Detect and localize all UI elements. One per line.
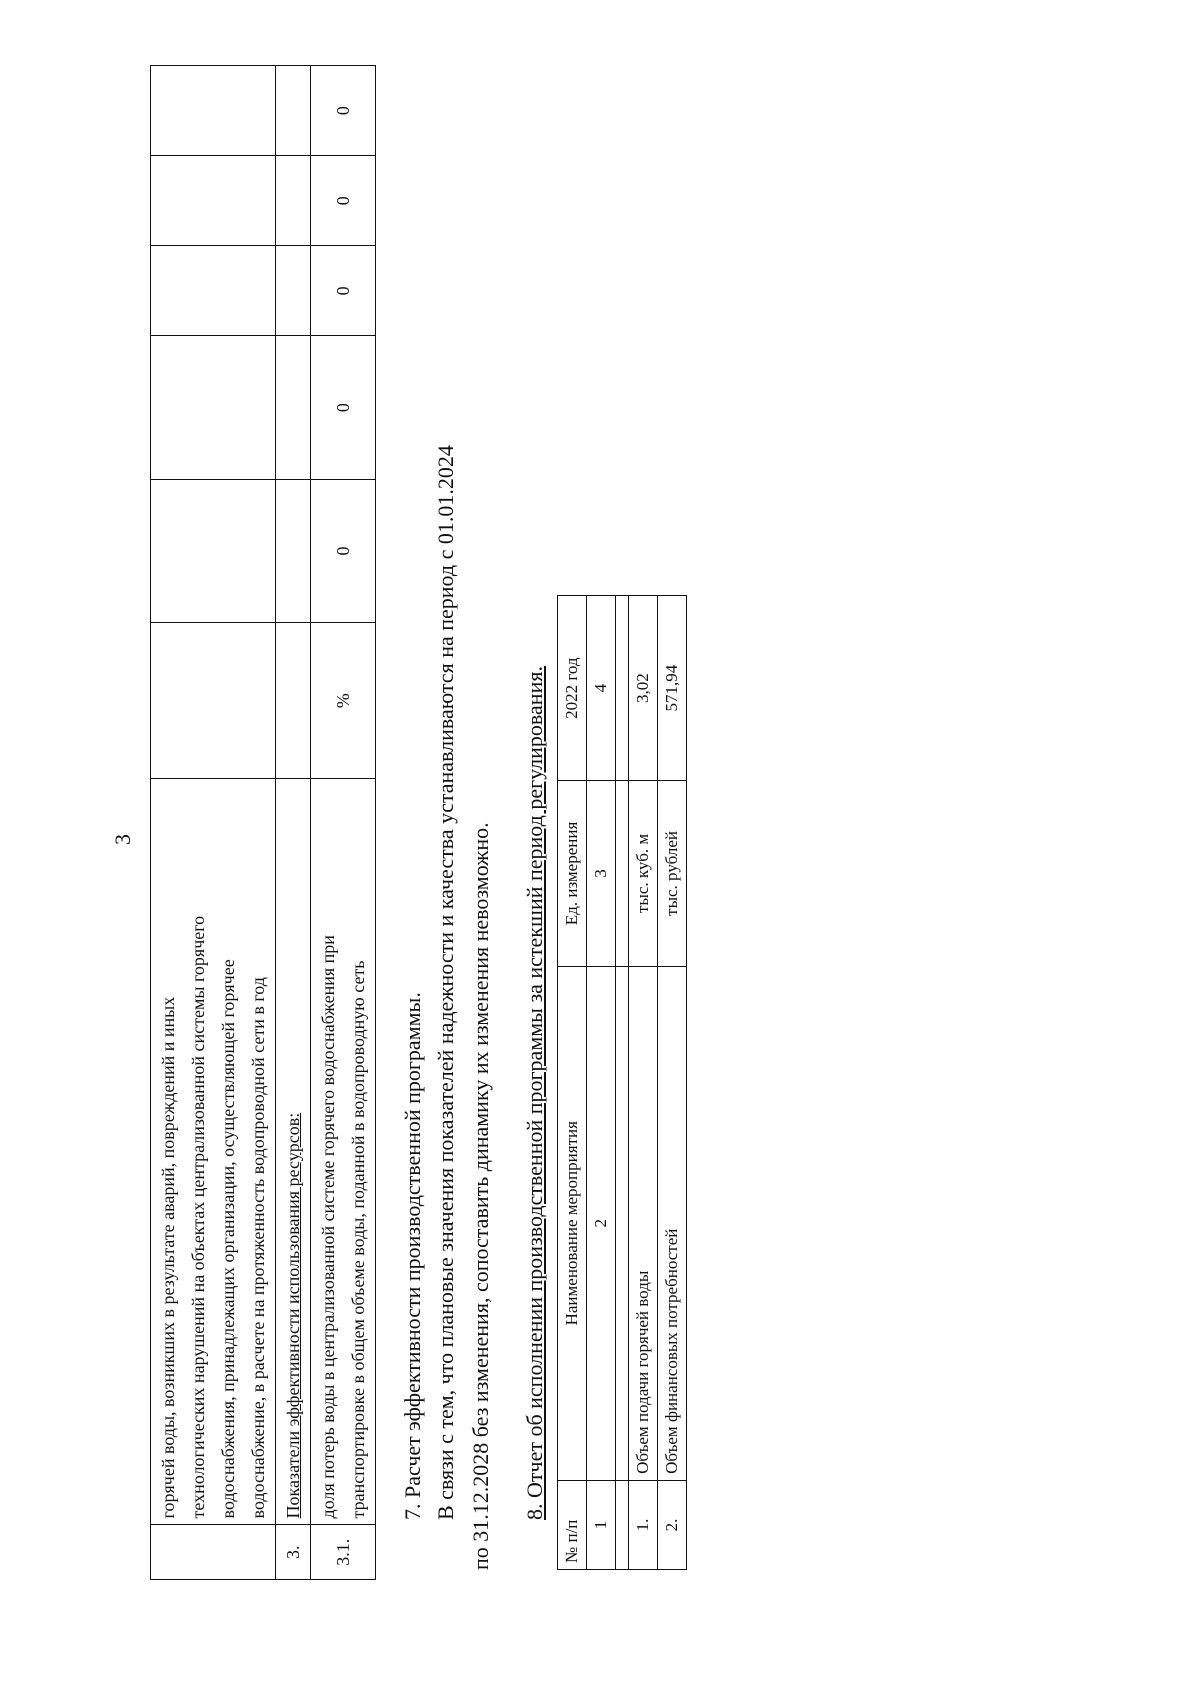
value-cell: 571,94 bbox=[658, 596, 687, 781]
value-cell bbox=[151, 479, 276, 622]
table-row bbox=[151, 66, 276, 1580]
row-number-cell: 3.1. bbox=[311, 1525, 376, 1580]
indicator-name-cell bbox=[151, 779, 276, 1525]
indicator-name-cell bbox=[311, 779, 376, 1525]
empty-cell bbox=[276, 479, 311, 622]
value-cell: 0 bbox=[311, 66, 376, 156]
section-8-heading-text: 8. Отчет об исполнении производственной программы за истекший период регулирования. bbox=[522, 666, 547, 1520]
empty-cell bbox=[616, 781, 629, 966]
table-row bbox=[629, 596, 658, 1570]
value-cell bbox=[151, 336, 276, 479]
program-report-table bbox=[557, 595, 687, 1570]
empty-cell bbox=[616, 596, 629, 781]
value-cell bbox=[151, 246, 276, 336]
indicator-text-line: водоснабжения, принадлежащих организации, осуществляющей горячее bbox=[218, 959, 238, 1519]
empty-cell bbox=[616, 1480, 629, 1569]
value-cell: 0 bbox=[311, 156, 376, 246]
table-row bbox=[276, 66, 311, 1580]
indicator-text-line: водоснабжение, в расчете на протяженность водопроводной сети в год bbox=[248, 977, 268, 1519]
column-number-cell: 1 bbox=[587, 1480, 616, 1569]
indicator-text-line: технологических нарушений на объектах централизованной системы горячего bbox=[188, 915, 208, 1519]
section-7-paragraph-line: по 31.12.2028 без изменения, сопоставить динамику их изменения невозможно. bbox=[468, 822, 493, 1570]
value-cell: 3,02 bbox=[629, 596, 658, 781]
column-number-cell: 4 bbox=[587, 596, 616, 781]
indicator-text-line: горячей воды, возникших в результате аварий, повреждений и иных bbox=[158, 996, 178, 1519]
column-number-cell: 3 bbox=[587, 781, 616, 966]
section-label-cell bbox=[276, 779, 311, 1525]
empty-cell bbox=[276, 623, 311, 779]
table-row bbox=[311, 66, 376, 1580]
activity-name-cell: Объем подачи горячей воды bbox=[629, 966, 658, 1480]
row-number-cell bbox=[151, 1525, 276, 1580]
page-number: 3 bbox=[110, 834, 135, 845]
section-8-heading bbox=[522, 666, 548, 1520]
unit-cell: тыс. рублей bbox=[658, 781, 687, 966]
value-cell bbox=[151, 156, 276, 246]
section-7-heading: 7. Расчет эффективности производственной программы. bbox=[400, 992, 425, 1520]
value-cell: 0 bbox=[311, 246, 376, 336]
table-header-row bbox=[558, 596, 587, 1570]
column-number-row bbox=[587, 596, 616, 1570]
row-number-cell: 3. bbox=[276, 1525, 311, 1580]
unit-cell: тыс. куб. м bbox=[629, 781, 658, 966]
table-row bbox=[616, 596, 629, 1570]
empty-cell bbox=[276, 66, 311, 156]
value-cell: 0 bbox=[311, 336, 376, 479]
indicators-table bbox=[150, 65, 376, 1580]
unit-cell: % bbox=[311, 623, 376, 779]
value-cell: 0 bbox=[311, 479, 376, 622]
column-number-cell: 2 bbox=[587, 966, 616, 1480]
header-cell: 2022 год bbox=[558, 596, 587, 781]
empty-cell bbox=[276, 156, 311, 246]
section-label: Показатели эффективности использования ресурсов: bbox=[283, 1112, 303, 1519]
empty-cell bbox=[276, 246, 311, 336]
indicator-text-line: доля потерь воды в централизованной системе горячего водоснабжения при bbox=[318, 935, 338, 1519]
row-number-cell: 2. bbox=[658, 1480, 687, 1569]
value-cell bbox=[151, 66, 276, 156]
header-cell: № п/п bbox=[558, 1480, 587, 1569]
section-7-paragraph-line: В связи с тем, что плановые значения показателей надежности и качества устанавливаются на период с 01.01.2024 bbox=[433, 445, 458, 1520]
row-number-cell: 1. bbox=[629, 1480, 658, 1569]
header-cell: Наименование мероприятия bbox=[558, 966, 587, 1480]
unit-cell bbox=[151, 623, 276, 779]
indicator-text-line: транспортировке в общем объеме воды, поданной в водопроводную сеть bbox=[348, 960, 368, 1519]
activity-name-cell: Объем финансовых потребностей bbox=[658, 966, 687, 1480]
empty-cell bbox=[276, 336, 311, 479]
empty-cell bbox=[616, 966, 629, 1480]
header-cell: Ед. измерения bbox=[558, 781, 587, 966]
document-page bbox=[20, 30, 1030, 1620]
table-row bbox=[658, 596, 687, 1570]
